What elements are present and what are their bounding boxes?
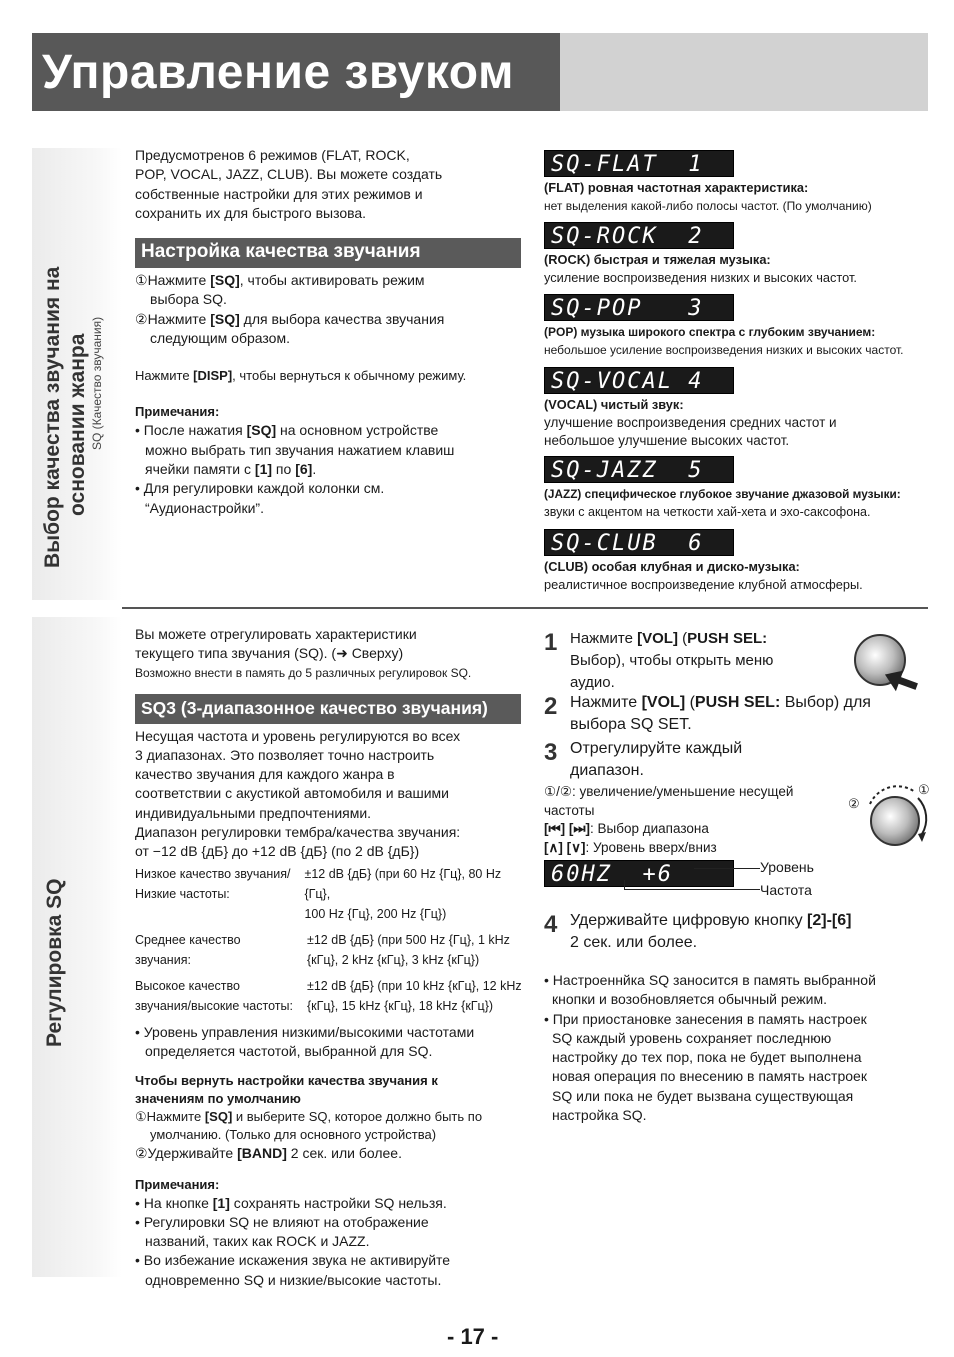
step-marker: ②: [135, 310, 148, 327]
updown-keys-label: [∧] [∨]: [544, 839, 586, 855]
text: , чтобы вернуться к обычному режиму.: [232, 368, 467, 384]
sq3-description: [135, 727, 527, 862]
section2-side-title-block: [42, 879, 67, 1048]
text: Выбор) для: [780, 694, 871, 711]
note-3: • Во избежание искажения звука не активируйте одновременно SQ и низкие/высокие частоты.: [135, 1251, 527, 1290]
mode-desc: усиление воспроизведения низких и высоких частот.: [544, 270, 857, 285]
band-key-label: [BAND]: [237, 1145, 287, 1162]
mode-title: (VOCAL) чистый звук:: [544, 397, 684, 412]
sq3-heading: SQ3 (3-диапазонное качество звучания): [135, 694, 521, 724]
reset-step-2: [135, 1144, 527, 1163]
mode-title: (FLAT) ровная частотная характеристика:: [544, 180, 809, 195]
table-cell: Среднее качество: [135, 932, 241, 947]
text: настройка SQ.: [552, 1107, 647, 1124]
text: На кнопке: [143, 1194, 213, 1211]
level-leader-line: [694, 868, 760, 869]
desc-line: Несущая частота и уровень регулируются во всех: [135, 727, 461, 744]
text: 2 сек. или более.: [286, 1145, 402, 1162]
desc-line: от −12 dB {дБ} до +12 dB {дБ} (по 2 dB {дБ}): [135, 843, 420, 860]
notes-label: Примечания:: [135, 1176, 220, 1192]
text: диапазон.: [570, 762, 644, 779]
table-cell: ±12 dB {дБ} (при 60 Hz {Гц}, 80 Hz {Гц},: [304, 866, 502, 901]
table-cell: Низкое качество звучания/: [135, 866, 291, 881]
intro-line: текущего типа звучания (SQ). (➜ Сверху): [135, 645, 404, 662]
text: Удерживайте цифровую кнопку: [570, 912, 808, 929]
key-label: [1]: [254, 460, 273, 477]
setup-step-1: [135, 271, 520, 310]
sq-key-label: [SQ]: [246, 422, 277, 439]
text: новая операция по внесению в память настроек: [552, 1068, 867, 1085]
bullet-2: • При приостановке занесения в память настроек SQ каждый уровень сохраняет последнюю настройку до тех пор, пока не будет выполнена новая операция по внесению в память настроек SQ или пока не будет вызвана существующая настройка SQ.: [544, 1010, 930, 1126]
mode-desc: улучшение воспроизведения средних частот и: [544, 415, 837, 430]
table-cell: звучания/высокие частоты:: [135, 998, 293, 1013]
text: настройку до тех пор, пока не будет выполнена: [552, 1049, 862, 1066]
text: можно выбрать тип звучания нажатием клавиш: [145, 441, 455, 458]
intro-line: Предусмотренов 6 режимов (FLAT, ROCK,: [135, 147, 410, 163]
step-notes: [544, 971, 930, 1125]
push-sel-label: PUSH SEL:: [694, 694, 781, 711]
lcd-display: SQ-ROCK 2: [544, 222, 734, 249]
section1-side-tab: [32, 148, 122, 600]
table-cell: звучания:: [135, 952, 191, 967]
text: Нажмите: [135, 368, 194, 384]
step-text: [544, 910, 930, 954]
text: Чтобы вернуть настройки качества звучания к: [135, 1073, 438, 1089]
step-number: 1: [544, 629, 558, 656]
text: значениям по умолчанию: [135, 1091, 301, 1107]
adjust-step-2: [544, 692, 930, 736]
adjust-step-4: [544, 910, 930, 954]
text: : Уровень вверх/вниз: [585, 839, 717, 855]
sq-mode-pop: [544, 294, 930, 359]
text: Для регулировки каждой колонки см.: [143, 480, 385, 497]
push-sel-label: PUSH SEL:: [687, 630, 768, 647]
sq-mode-rock: [544, 222, 930, 287]
frequency-label: Частота: [760, 882, 812, 898]
disp-key-label: [DISP]: [193, 368, 233, 384]
section2-side-title: Регулировка SQ: [43, 878, 66, 1047]
text: Нажмите: [570, 630, 638, 647]
mode-desc: небольшое усиление воспроизведения низких и высоких частот.: [544, 343, 904, 357]
intro-line: сохранить их для быстрого вызова.: [135, 204, 367, 221]
step-text: [544, 738, 844, 782]
text: ②Удерживайте: [135, 1145, 238, 1162]
section-divider: [122, 607, 928, 609]
text: названий, таких как ROCK и JAZZ.: [145, 1233, 370, 1250]
text: ячейки памяти с: [145, 460, 255, 477]
text: одновременно SQ и низкие/высокие частоты.: [145, 1271, 442, 1288]
table-cell: {кГц}, 2 kHz {кГц}, 3 kHz {кГц}): [307, 952, 480, 967]
page-number: - 17 -: [447, 1324, 499, 1349]
vol-key-label: [VOL]: [637, 630, 678, 647]
text: (: [685, 694, 695, 711]
section1-side-title-line1: Выбор качества звучания на: [41, 266, 64, 568]
step-text: для выбора качества звучания: [239, 310, 445, 327]
adjust-step-3: [544, 738, 844, 857]
note-2: • Регулировки SQ не влияют на отображение названий, таких как ROCK и JAZZ.: [135, 1213, 527, 1252]
step-number: 3: [544, 739, 558, 766]
mode-title: (JAZZ) специфическое глубокое звучание джазовой музыки:: [544, 487, 901, 501]
text: “Аудионастройки”.: [145, 499, 264, 516]
lcd-display: SQ-FLAT 1: [544, 150, 734, 177]
lcd-display: SQ-CLUB 6: [544, 529, 734, 556]
text: SQ каждый уровень сохраняет последнюю: [552, 1029, 832, 1046]
rotate-ccw-marker: ②: [848, 796, 860, 811]
intro-line: собственные настройки для этих режимов и: [135, 185, 423, 202]
text: аудио.: [570, 674, 615, 691]
lcd-display: SQ-VOCAL 4: [544, 367, 734, 394]
intro-line: Возможно внести в память до 5 различных регулировок SQ.: [135, 665, 472, 680]
step-text: Нажмите: [147, 272, 211, 289]
text: по: [272, 460, 296, 477]
text: (: [677, 630, 688, 647]
text: Нажмите: [570, 694, 642, 711]
step-text: Нажмите: [147, 310, 211, 327]
note-2: • Для регулировки каждой колонки см. “Аудионастройки”.: [135, 479, 520, 518]
level-note: • Уровень управления низкими/высокими частотами определяется частотой, выбранной для SQ.: [135, 1023, 527, 1062]
sq-key-label: [SQ]: [210, 310, 240, 327]
step-marker: ①: [135, 272, 148, 289]
table-cell: Низкие частоты:: [135, 886, 230, 901]
step-text: [544, 628, 844, 694]
table-row: [135, 864, 527, 924]
key-label: [1]: [212, 1194, 230, 1211]
track-keys-label: [⏮] [⏭]: [544, 821, 591, 836]
mode-title: (POP) музыка широкого спектра с глубоким звучанием:: [544, 325, 876, 339]
text: умолчанию. (Только для основного устройства): [150, 1127, 437, 1143]
table-row: [135, 976, 527, 1016]
intro-line: Вы можете отрегулировать характеристики: [135, 626, 417, 642]
step-number: 4: [544, 911, 558, 938]
step-text: , чтобы активировать режим: [239, 272, 425, 289]
text: После нажатия: [143, 422, 247, 439]
intro-line: POP, VOCAL, JAZZ, CLUB). Вы можете создать: [135, 166, 443, 183]
table-cell: ±12 dB {дБ} (при 10 kHz {кГц}, 12 kHz: [307, 978, 522, 993]
text: Отрегулируйте каждый: [570, 740, 743, 757]
text: Регулировки SQ не влияют на отображение: [143, 1213, 429, 1230]
text: : Выбор диапазона: [590, 821, 709, 836]
table-cell: 100 Hz {Гц}, 200 Hz {Гц}): [304, 906, 447, 921]
step-text: следующим образом.: [150, 330, 290, 347]
sq-mode-flat: [544, 150, 930, 215]
text: определяется частотой, выбранной для SQ.: [145, 1042, 433, 1059]
disp-instruction: [135, 367, 520, 385]
note-1: • На кнопке [1] сохранять настройки SQ нельзя.: [135, 1194, 447, 1211]
vol-knob-rotate-icon: [870, 796, 920, 846]
table-cell: {кГц}, 15 kHz {кГц}, 18 kHz {кГц}): [307, 998, 494, 1013]
sq-mode-vocal: [544, 367, 930, 450]
section1-intro: [135, 146, 520, 223]
desc-line: качество звучания для каждого жанра в: [135, 766, 395, 783]
section1-side-subtitle: SQ (Качество звучания): [90, 316, 104, 450]
step3-details: [544, 783, 844, 857]
reset-heading: [135, 1072, 527, 1108]
step-number: 2: [544, 693, 558, 720]
mode-desc: небольшое улучшение высоких частот.: [544, 433, 790, 448]
level-label: Уровень: [760, 859, 814, 875]
page-title: Управление звуком: [42, 46, 514, 99]
sq-mode-club: [544, 529, 930, 594]
mode-desc: реалистичное воспроизведение клубной атмосферы.: [544, 577, 863, 592]
bullet-1: • Настроеннйка SQ заносится в память выбранной кнопки и возобновляется обычный режим.: [544, 971, 930, 1010]
setup-step-2: [135, 310, 520, 349]
text: на основном устройстве: [276, 422, 439, 439]
rotate-cw-marker: ①: [918, 782, 930, 797]
mode-title: (CLUB) особая клубная и диско-музыка:: [544, 559, 800, 574]
text: Настроеннйка SQ заносится в память выбранной: [552, 972, 876, 988]
desc-line: индивидуальными предпочтениями.: [135, 804, 372, 821]
mode-title: (ROCK) быстрая и тяжелая музыка:: [544, 252, 771, 267]
section1-side-title-line2: основании жанра: [66, 333, 89, 516]
table-cell: ±12 dB {дБ} (при 500 Hz {Гц}, 1 kHz: [307, 932, 510, 947]
section2-right-column: [544, 628, 930, 1138]
desc-line: соответствии с акустикой автомобиля и вашими: [135, 785, 450, 802]
mode-desc: нет выделения какой-либо полосы частот. (По умолчанию): [544, 199, 872, 213]
sound-quality-setup-heading: Настройка качества звучания: [135, 238, 521, 268]
sq-mode-list: [544, 150, 930, 594]
text: кнопки и возобновляется обычный режим.: [552, 991, 827, 1008]
lcd-display: SQ-JAZZ 5: [544, 456, 734, 483]
section1-left-column: [135, 146, 520, 518]
step-text: выбора SQ.: [150, 291, 227, 308]
frequency-leader-line: [624, 880, 760, 890]
sq-level-lcd: 60HZ +6: [544, 860, 734, 887]
text: .: [312, 460, 317, 477]
text: и выберите SQ, которое должно быть по: [232, 1109, 483, 1125]
adjust-step-1: [544, 628, 844, 694]
lcd-display: SQ-POP 3: [544, 294, 734, 321]
text: частоты: [544, 802, 595, 818]
preset-keys-label: [2]-[6]: [807, 912, 852, 929]
text: выбора SQ SET.: [570, 716, 692, 733]
sq-key-label: [SQ]: [210, 272, 240, 289]
notes-label: Примечания:: [135, 404, 220, 420]
text: При приостановке занесения в память настроек: [552, 1010, 867, 1027]
text: Уровень управления низкими/высокими частотами: [143, 1023, 475, 1040]
desc-line: Диапазон регулировки тембра/качества звучания:: [135, 824, 461, 841]
sq-key-label: [SQ]: [204, 1109, 233, 1125]
note-1: • После нажатия [SQ] на основном устройстве можно выбрать тип звучания нажатием клавиш ячейки памяти с [1] по [6].: [135, 421, 520, 479]
text: Во избежание искажения звука не активируйте: [143, 1252, 451, 1269]
text: ①Нажмите: [135, 1109, 205, 1125]
text: SQ или пока не будет вызвана существующая: [552, 1087, 854, 1104]
section2-left-column: [135, 625, 527, 1290]
step-text: [544, 692, 930, 736]
text: 2 сек. или более.: [570, 934, 698, 951]
text: сохранять настройки SQ нельзя.: [229, 1194, 447, 1211]
reset-step-1: [135, 1108, 527, 1144]
vol-key-label: [VOL]: [641, 694, 686, 711]
frequency-table: [135, 864, 527, 1016]
text: Выбор), чтобы открыть меню: [570, 652, 774, 669]
table-cell: Высокое качество: [135, 978, 240, 993]
section1-side-title-block: [40, 267, 105, 568]
desc-line: 3 диапазонах. Это позволяет точно настроить: [135, 746, 435, 763]
table-row: [135, 930, 527, 970]
text: ①/②: увеличение/уменьшение несущей: [544, 784, 794, 799]
key-label: [6]: [295, 460, 313, 477]
mode-desc: звуки с акцентом на четкости хай-хета и эхо-саксофона.: [544, 505, 871, 519]
section2-side-tab: [32, 617, 122, 1277]
sq-mode-jazz: [544, 456, 930, 521]
